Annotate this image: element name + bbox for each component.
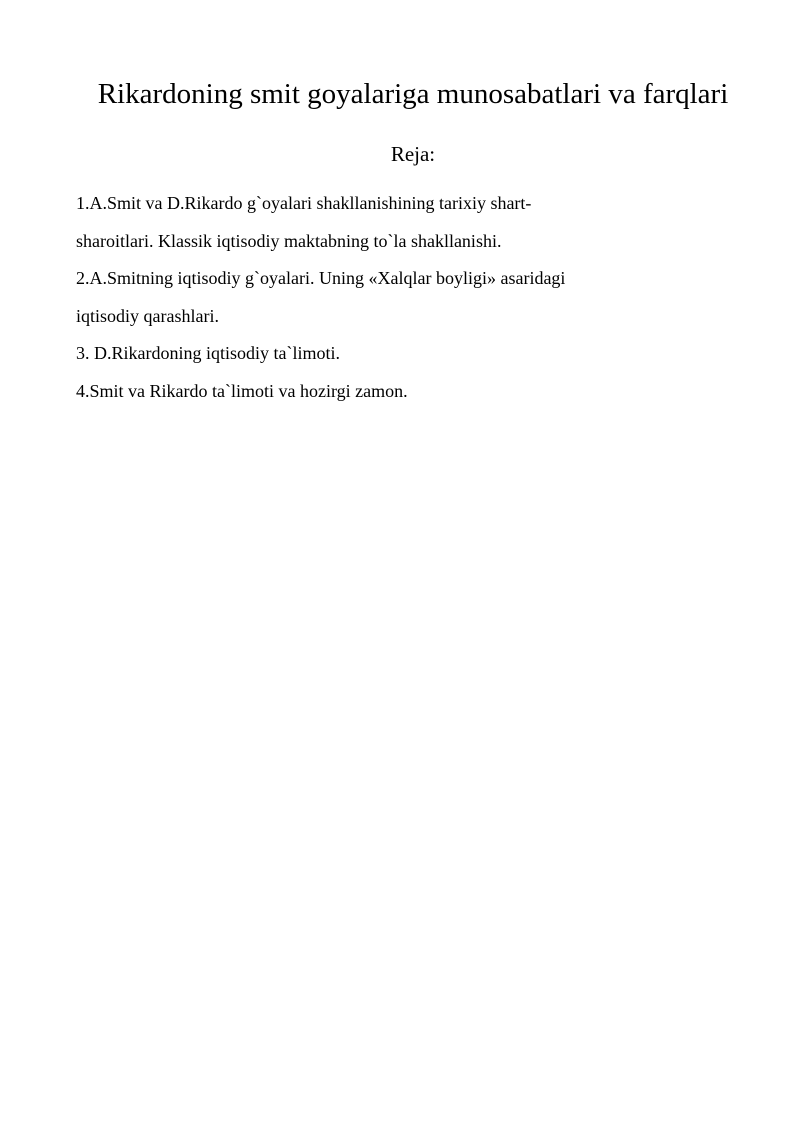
- plan-item-3: 3. D.Rikardoning iqtisodiy ta`limoti.: [76, 343, 340, 364]
- document-title: Rikardoning smit goyalariga munosabatlari va farqlari: [97, 78, 729, 110]
- plan-item-2-line-1: 2.A.Smitning iqtisodiy g`oyalari. Uning «Xalqlar boyligi» asaridagi: [76, 268, 566, 289]
- plan-heading: Reja:: [390, 142, 436, 166]
- plan-item-1-line-1: 1.A.Smit va D.Rikardo g`oyalari shakllanishining tarixiy shart-: [76, 193, 532, 213]
- plan-item-4: 4.Smit va Rikardo ta`limoti va hozirgi zamon.: [76, 380, 408, 401]
- plan-item-2-line-2: iqtisodiy qarashlari.: [76, 305, 219, 326]
- plan-item-1-line-2: sharoitlari. Klassik iqtisodiy maktabning to`la shakllanishi.: [76, 230, 502, 251]
- plan-list: [76, 185, 716, 411]
